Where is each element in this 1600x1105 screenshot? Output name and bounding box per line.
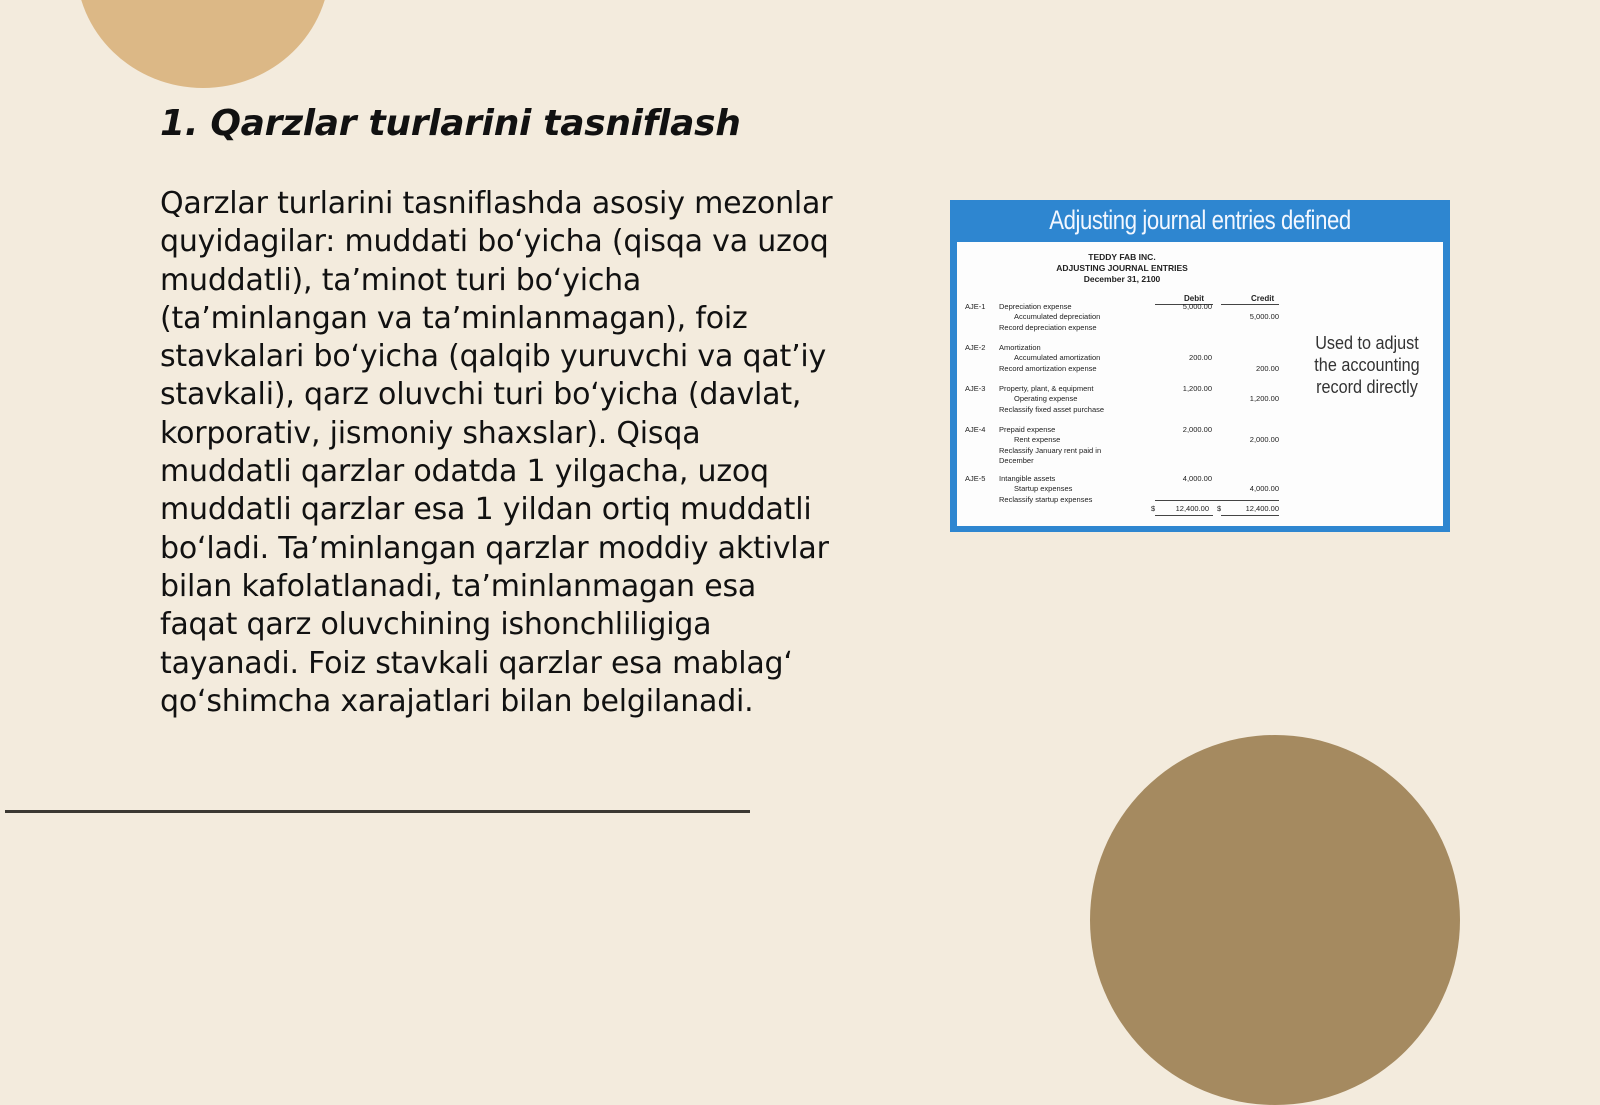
- entry-debit: 5,000.00: [1182, 302, 1212, 311]
- entry-code: AJE-1: [965, 302, 986, 311]
- slide-body-text: Qarzlar turlarini tasniflashda asosiy mezonlar quyidagilar: muddati bo‘yicha (qisqa va uzoq muddatli), ta’minot turi bo‘yicha (ta’minlangan va ta’minlanmagan), foiz stavkalari bo‘yicha (qalqib yuruvchi va qat’iy stavkali), qarz oluvchi turi bo‘yicha (davlat, korporativ, jismoniy shaxslar). Qisqa muddatli qarzlar odatda 1 yilgacha, uzoq muddatli qarzlar esa 1 yildan ortiq muddatli bo‘ladi. Ta’minlangan qarzlar moddiy aktivlar bilan kafolatlanadi, ta’minlanmagan esa faqat qarz oluvchining ishonchliligiga tayanadi. Foiz stavkali qarzlar esa mablag‘ qo‘shimcha xarajatlari bilan belgilanadi.: [160, 186, 833, 719]
- entry-code: AJE-4: [965, 425, 986, 434]
- company-name: TEDDY FAB INC.: [1088, 252, 1156, 262]
- credit-total-rule: [1221, 515, 1279, 516]
- decorative-circle-top: [76, 0, 330, 88]
- total-debit-currency: $: [1151, 504, 1156, 513]
- entry-account: Startup expenses: [1014, 484, 1073, 494]
- entry-debit: 4,000.00: [1182, 474, 1212, 483]
- entry-debit: 200.00: [1189, 353, 1212, 363]
- debit-header: Debit: [1184, 294, 1204, 303]
- entry-account: Accumulated depreciation: [1014, 312, 1101, 322]
- entry-account: Property, plant, & equipment: [999, 384, 1094, 393]
- entry-account: December: [999, 455, 1034, 465]
- entry-code: AJE-3: [965, 384, 986, 393]
- entry-account: Operating expense: [1014, 394, 1078, 404]
- entry-account: Record depreciation expense: [999, 322, 1097, 332]
- slide-title: 1. Qarzlar turlarini tasniflash: [160, 103, 741, 144]
- entry-credit: 1,200.00: [1249, 394, 1279, 404]
- credit-header-rule: [1221, 304, 1279, 305]
- entry-account: Intangible assets: [999, 474, 1056, 483]
- entry-account: Reclassify fixed asset purchase: [999, 404, 1105, 414]
- figure-banner: Adjusting journal entries defined: [1049, 205, 1351, 235]
- entry-account: Rent expense: [1014, 435, 1061, 445]
- journal-entries-figure: [950, 200, 1450, 532]
- horizontal-rule: [5, 810, 750, 813]
- entry-code: AJE-2: [965, 343, 986, 352]
- entry-credit: 200.00: [1256, 363, 1279, 373]
- entry-account: Amortization: [999, 343, 1041, 352]
- total-credit: 12,400.00: [1245, 504, 1279, 513]
- figure-panel: [957, 242, 1443, 526]
- entry-account: Reclassify January rent paid in: [999, 445, 1102, 455]
- total-debit: 12,400.00: [1175, 504, 1209, 513]
- report-date: December 31, 2100: [1083, 274, 1161, 284]
- entry-credit: 4,000.00: [1249, 484, 1279, 494]
- decorative-circle-bottom: [1090, 735, 1460, 1105]
- entry-code: AJE-5: [965, 474, 986, 483]
- total-credit-currency: $: [1217, 504, 1222, 513]
- entry-account: Reclassify startup expenses: [999, 494, 1093, 504]
- entry-account: Record amortization expense: [999, 363, 1097, 373]
- entry-debit: 1,200.00: [1182, 384, 1212, 393]
- figure-note: Used to adjust the accounting record directly: [1314, 333, 1420, 397]
- figure-heading: [957, 252, 1287, 285]
- report-heading: ADJUSTING JOURNAL ENTRIES: [1056, 263, 1188, 273]
- entry-credit: 5,000.00: [1249, 312, 1279, 322]
- totals-top-rule: [1155, 500, 1279, 501]
- entry-account: Prepaid expense: [999, 425, 1056, 434]
- entry-account: Accumulated amortization: [1014, 353, 1101, 363]
- credit-header: Credit: [1251, 294, 1275, 303]
- entry-credit: 2,000.00: [1249, 435, 1279, 445]
- debit-total-rule: [1155, 515, 1213, 516]
- entry-debit: 2,000.00: [1182, 425, 1212, 434]
- entry-account: Depreciation expense: [999, 302, 1072, 311]
